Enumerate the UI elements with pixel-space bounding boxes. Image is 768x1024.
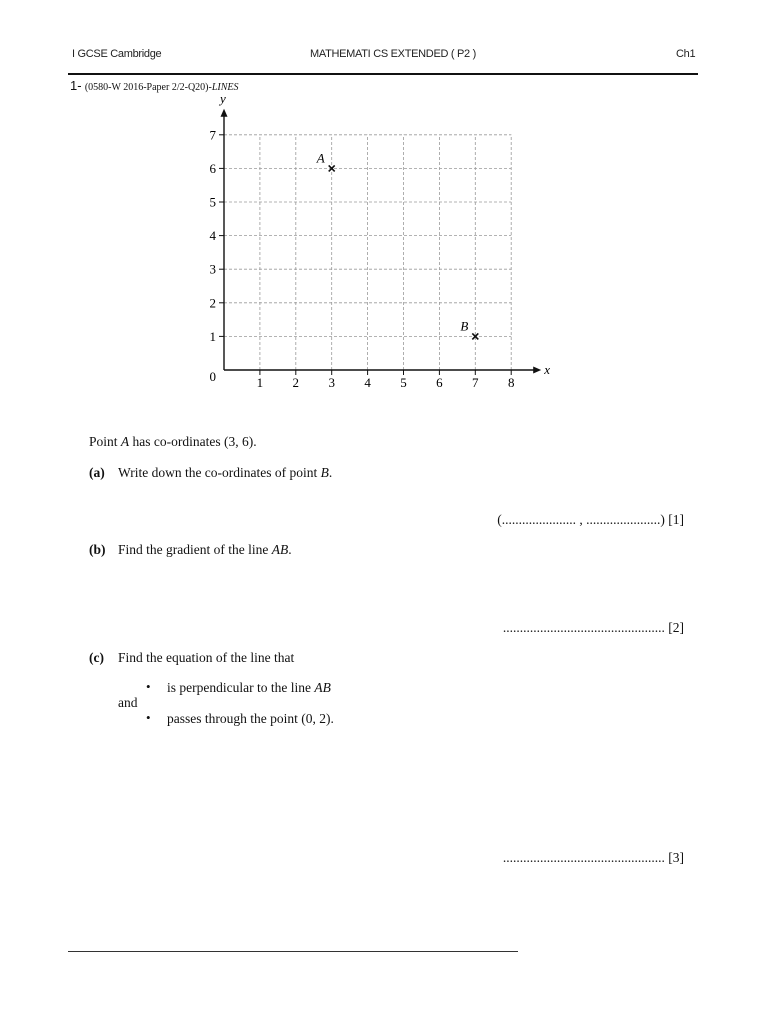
part-a-answer-line[interactable]: (...................... , ......................) [1] xyxy=(497,512,684,527)
part-c-label: (c) xyxy=(89,650,104,665)
x-tick-label: 1 xyxy=(256,375,264,390)
bullet-1-marker: • xyxy=(146,679,151,694)
y-tick-label: 2 xyxy=(209,295,216,311)
x-tick-label: 7 xyxy=(472,375,479,390)
part-b-var: AB xyxy=(271,542,289,557)
part-a-label: (a) xyxy=(89,465,105,480)
header-left: I GCSE Cambridge xyxy=(72,48,162,60)
question-source: (0580-W 2016-Paper 2/2-Q20)- xyxy=(84,82,212,93)
axis-ticks xyxy=(210,127,515,390)
part-c-answer-line[interactable]: ................................................ [3] xyxy=(502,850,684,865)
header-title: MATHEMATI CS EXTENDED ( P2 ) xyxy=(310,48,476,60)
question-number: 1- xyxy=(70,78,82,93)
y-axis-arrow xyxy=(221,109,228,117)
part-c-bullet-1 xyxy=(167,680,331,696)
point-label: A xyxy=(316,150,325,166)
part-a-pre: Write down the co-ordinates of point xyxy=(118,465,321,480)
y-axis-label: y xyxy=(220,90,226,106)
part-b-text xyxy=(118,542,292,558)
bullet-1-var: AB xyxy=(314,680,331,695)
grid-lines xyxy=(224,135,511,370)
part-c-text: Find the equation of the line that xyxy=(118,650,295,665)
question-topic: LINES xyxy=(211,82,239,93)
x-tick-label: 6 xyxy=(436,375,443,390)
axes xyxy=(218,91,550,377)
header-chapter: Ch1 xyxy=(676,48,696,60)
part-b-answer-line[interactable]: ................................................ [2] xyxy=(502,620,684,635)
x-tick-label: 8 xyxy=(507,375,515,390)
y-tick-label: 3 xyxy=(209,261,216,277)
part-a-var: B xyxy=(320,465,329,480)
part-c-connector: and xyxy=(118,695,138,710)
part-a-post: . xyxy=(328,465,333,480)
point-label: B xyxy=(460,318,469,334)
origin-label: 0 xyxy=(209,369,216,384)
intro-post: has co-ordinates (3, 6). xyxy=(129,434,257,449)
part-b-post: . xyxy=(288,542,292,557)
y-tick-label: 7 xyxy=(209,127,216,143)
part-a-text xyxy=(118,465,332,481)
y-tick-label: 4 xyxy=(209,228,216,244)
part-b-label: (b) xyxy=(89,542,106,557)
x-tick-label: 5 xyxy=(400,375,407,390)
part-b-pre: Find the gradient of the line xyxy=(118,542,272,557)
coordinate-grid xyxy=(0,0,768,420)
bullet-2-marker: • xyxy=(146,710,151,725)
part-c-bullet-2: passes through the point (0, 2). xyxy=(167,711,334,726)
x-tick-label: 4 xyxy=(364,375,371,390)
x-tick-label: 2 xyxy=(292,375,300,390)
x-tick-label: 3 xyxy=(328,375,335,390)
y-tick-label: 1 xyxy=(209,328,216,344)
y-tick-label: 5 xyxy=(209,194,216,210)
data-points xyxy=(316,150,479,339)
y-tick-label: 6 xyxy=(209,160,216,176)
intro-var: A xyxy=(120,434,130,449)
bullet-1-pre: is perpendicular to the line xyxy=(167,680,315,695)
intro-pre: Point xyxy=(89,434,121,449)
x-axis-label: x xyxy=(544,362,550,377)
footer-rule xyxy=(68,951,518,952)
intro-text xyxy=(89,434,257,450)
x-axis-arrow xyxy=(533,367,541,374)
